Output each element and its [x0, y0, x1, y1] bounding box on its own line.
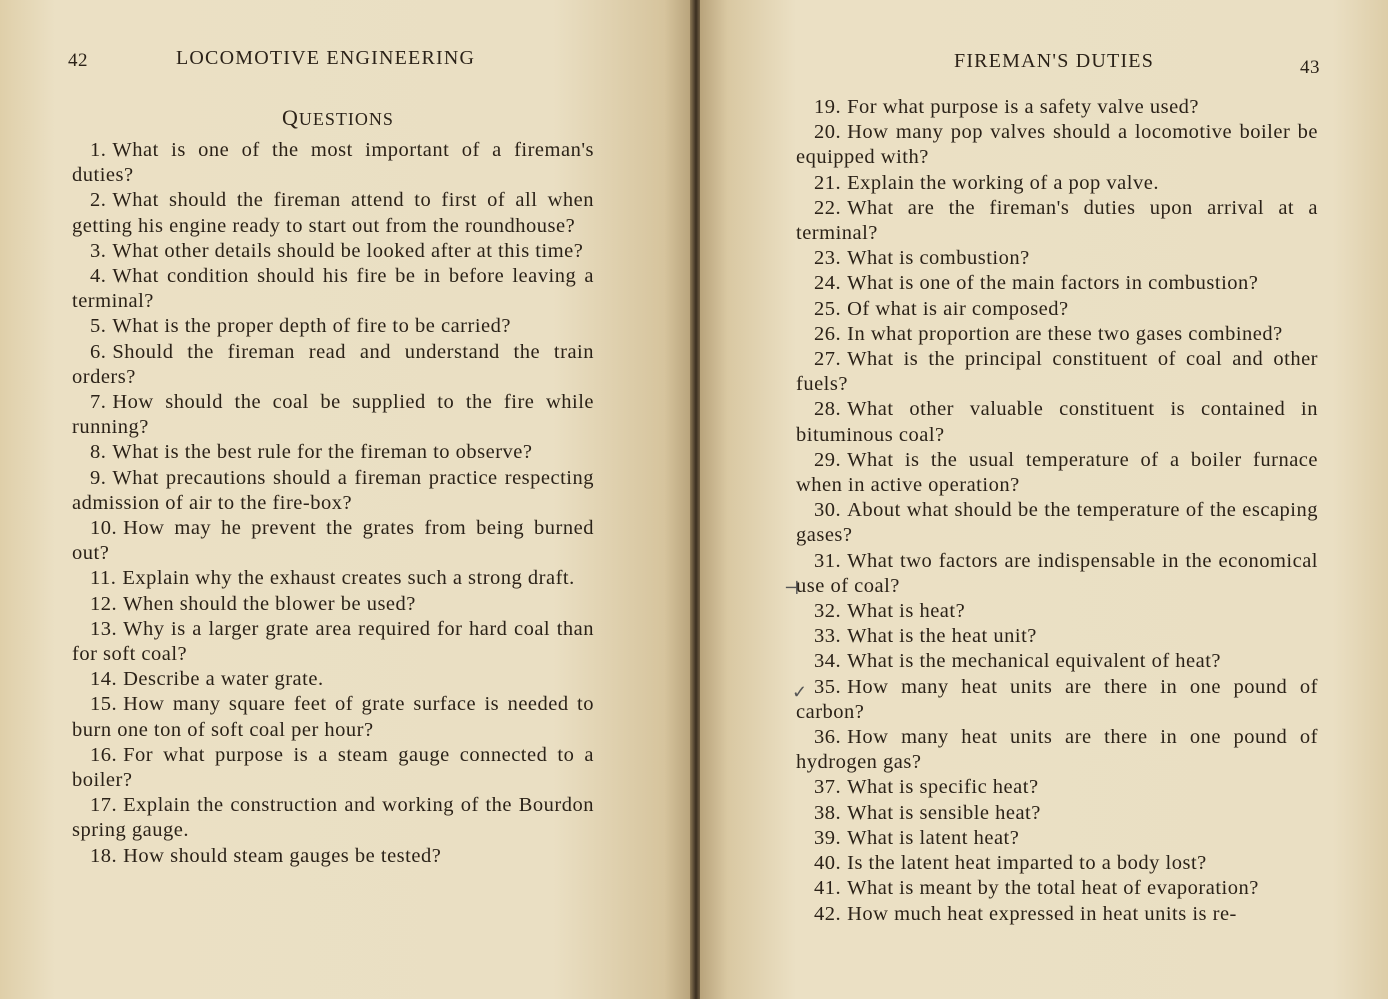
question-text: What is heat?: [847, 600, 966, 623]
question-item: [796, 801, 1318, 826]
pencil-mark-31: ⊣: [784, 578, 800, 598]
question-number: 36.: [814, 726, 842, 749]
question-item: [796, 675, 1318, 725]
question-number: 27.: [814, 348, 842, 371]
question-text: How many heat units are there in one pound of hydrogen gas?: [796, 726, 1318, 774]
question-number: 15.: [90, 693, 118, 716]
question-text: What condition should his fire be in before leaving a terminal?: [72, 265, 594, 313]
question-text: How many pop valves should a locomotive boiler be equipped with?: [796, 121, 1318, 169]
question-item: [72, 188, 594, 238]
question-number: 33.: [814, 625, 842, 648]
question-text: What is the proper depth of fire to be carried?: [112, 315, 511, 338]
question-number: 30.: [814, 499, 842, 522]
question-item: [72, 440, 594, 465]
question-item: [796, 246, 1318, 271]
question-number: 13.: [90, 617, 118, 640]
right-question-column: [796, 95, 1318, 927]
question-number: 38.: [814, 801, 842, 824]
question-number: 18.: [90, 844, 118, 867]
question-number: 9.: [90, 466, 107, 489]
question-text: Describe a water grate.: [123, 668, 324, 691]
question-number: 40.: [814, 852, 842, 875]
question-number: 32.: [814, 600, 842, 623]
section-heading: QUESTIONS: [282, 105, 394, 130]
question-text: When should the blower be used?: [123, 592, 416, 615]
question-item: [796, 397, 1318, 447]
question-number: 42.: [814, 902, 842, 925]
question-number: 20.: [814, 121, 842, 144]
question-item: [72, 743, 594, 793]
question-number: 24.: [814, 272, 842, 295]
question-text: What is the mechanical equivalent of heat?: [847, 650, 1222, 673]
question-item: [796, 725, 1318, 775]
question-text: Why is a larger grate area required for hard coal than for soft coal?: [72, 617, 594, 666]
question-text: Should the fireman read and understand the train orders?: [72, 340, 594, 388]
question-text: In what proportion are these two gases combined?: [847, 322, 1283, 345]
question-item: [796, 297, 1318, 322]
question-text: How many square feet of grate surface is needed to burn one ton of soft coal per hour?: [72, 693, 594, 741]
question-item: [796, 95, 1318, 120]
question-number: 10.: [90, 517, 118, 540]
question-text: How much heat expressed in heat units is re-: [847, 902, 1237, 925]
question-item: [72, 692, 594, 742]
question-text: What other details should be looked after at this time?: [112, 239, 584, 262]
question-number: 2.: [90, 189, 107, 212]
question-item: [796, 851, 1318, 876]
question-item: [796, 775, 1318, 800]
question-item: [796, 322, 1318, 347]
question-item: [72, 340, 594, 390]
question-text: About what should be the temperature of the escaping gases?: [796, 499, 1318, 547]
question-number: 28.: [814, 398, 842, 421]
question-number: 3.: [90, 239, 107, 262]
question-text: What are the fireman's duties upon arrival at a terminal?: [796, 196, 1318, 245]
question-text: What is specific heat?: [847, 776, 1039, 799]
left-question-column: [72, 138, 594, 869]
question-text: What precautions should a fireman practice respecting admission of air to the fire-box?: [72, 466, 594, 514]
running-head-right: FIREMAN'S DUTIES: [954, 50, 1155, 72]
question-number: 22.: [814, 196, 842, 219]
question-text: What is meant by the total heat of evaporation?: [847, 877, 1259, 900]
question-number: 31.: [814, 549, 842, 572]
question-number: 37.: [814, 776, 842, 799]
question-text: How many heat units are there in one pound of carbon?: [796, 675, 1318, 723]
question-item: [72, 264, 594, 314]
pencil-mark-34: ✓: [792, 682, 808, 702]
question-item: [796, 902, 1318, 927]
question-number: 29.: [814, 448, 842, 471]
question-text: What should the fireman attend to first of all when getting his engine ready to start out from the roundhouse?: [72, 189, 594, 237]
question-text: What is one of the most important of a fireman's duties?: [72, 139, 594, 187]
page-number-right: 43: [1300, 57, 1320, 78]
question-item: [796, 649, 1318, 674]
question-number: 19.: [814, 96, 842, 118]
question-item: [796, 196, 1318, 246]
question-item: [72, 793, 594, 843]
question-number: 4.: [90, 265, 107, 288]
question-number: 12.: [90, 592, 118, 615]
question-text: What is the heat unit?: [847, 625, 1037, 648]
question-number: 35.: [814, 675, 842, 698]
question-item: [72, 314, 594, 339]
question-text: What is latent heat?: [847, 826, 1020, 849]
question-item: [796, 448, 1318, 498]
question-item: [72, 617, 594, 667]
question-number: 17.: [90, 794, 118, 817]
question-number: 1.: [90, 139, 107, 161]
question-item: [72, 667, 594, 692]
right-page: [700, 0, 1388, 999]
page-number-left: 42: [68, 50, 88, 71]
question-text: What other valuable constituent is contained in bituminous coal?: [796, 398, 1318, 446]
question-item: [72, 390, 594, 440]
question-number: 16.: [90, 743, 118, 766]
question-item: [796, 826, 1318, 851]
question-number: 26.: [814, 322, 842, 345]
question-text: What is the principal constituent of coal and other fuels?: [796, 348, 1318, 396]
question-text: How may he prevent the grates from being burned out?: [72, 517, 594, 565]
question-item: [796, 171, 1318, 196]
question-item: [796, 549, 1318, 599]
question-text: How should steam gauges be tested?: [123, 844, 442, 867]
question-item: [796, 120, 1318, 170]
question-text: For what purpose is a safety valve used?: [847, 96, 1200, 118]
question-text: What is combustion?: [847, 247, 1030, 270]
running-head-left: LOCOMOTIVE ENGINEERING: [176, 47, 476, 69]
question-item: [72, 592, 594, 617]
question-number: 23.: [814, 247, 842, 270]
question-text: What is one of the main factors in combustion?: [847, 272, 1259, 295]
question-number: 21.: [814, 171, 842, 194]
question-text: What is the usual temperature of a boiler furnace when in active operation?: [796, 448, 1318, 497]
question-number: 8.: [90, 441, 107, 464]
question-number: 41.: [814, 877, 842, 900]
left-page: [0, 0, 692, 999]
question-text: Explain the construction and working of the Bourdon spring gauge.: [72, 794, 594, 842]
question-number: 11.: [90, 567, 117, 590]
question-text: What is sensible heat?: [847, 801, 1041, 824]
question-text: What is the best rule for the fireman to observe?: [112, 441, 533, 464]
question-item: [796, 599, 1318, 624]
question-text: How should the coal be supplied to the fire while running?: [72, 391, 594, 439]
question-item: [72, 566, 594, 591]
question-text: Is the latent heat imparted to a body lost?: [847, 852, 1207, 875]
question-number: 39.: [814, 826, 842, 849]
question-text: Of what is air composed?: [847, 297, 1069, 320]
question-number: 7.: [90, 391, 107, 414]
question-item: [72, 466, 594, 516]
question-item: [72, 138, 594, 188]
question-number: 34.: [814, 650, 842, 673]
question-item: [796, 876, 1318, 901]
question-item: [796, 271, 1318, 296]
question-item: [796, 347, 1318, 397]
question-number: 25.: [814, 297, 842, 320]
question-number: 5.: [90, 315, 107, 338]
question-item: [72, 516, 594, 566]
question-item: [796, 624, 1318, 649]
question-item: [796, 498, 1318, 548]
question-number: 6.: [90, 340, 107, 363]
question-text: What two factors are indispensable in the economical use of coal?: [796, 549, 1318, 597]
question-number: 14.: [90, 668, 118, 691]
question-item: [72, 239, 594, 264]
question-text: Explain why the exhaust creates such a strong draft.: [122, 567, 575, 590]
question-text: Explain the working of a pop valve.: [847, 171, 1159, 194]
question-text: For what purpose is a steam gauge connected to a boiler?: [72, 743, 594, 792]
question-item: [72, 844, 594, 869]
